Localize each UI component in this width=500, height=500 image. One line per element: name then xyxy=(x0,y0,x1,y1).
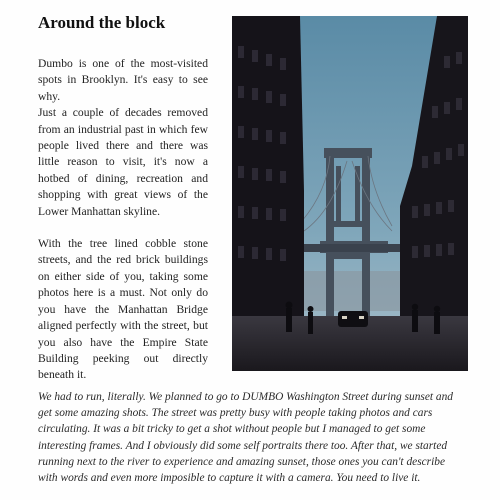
article-body xyxy=(38,56,208,384)
paragraph-history: Just a couple of decades removed from an industrial past in which few people lived there and there was little reason to visit, it's now a hotbed of dining, recreation and shopping with great views of the Lower Manhattan skyline. xyxy=(38,106,208,218)
manhattan-bridge-illustration xyxy=(232,16,468,371)
dumbo-photo xyxy=(232,16,468,371)
photo-caption: We had to run, literally. We planned to go to DUMBO Washington Street during sunset and get some amazing shots. The street was pretty busy with people taking photos and cars circulating. It was a bit tricky to get a shot without people but I managed to get some interesting frames. And I obviously did some self portraits there too. After that, we started running next to the river to experience and amazing sunset, those ones you can't describe with words and even more imposible to capture it with a camera. You need to live it. xyxy=(38,391,454,485)
car xyxy=(338,311,368,327)
article-title: Around the block xyxy=(38,13,166,32)
paragraph-streets: With the tree lined cobble stone streets, and the red brick buildings on either side of you, taking some photos here is a must. Not only do you have the Manhattan Bridge aligned perfectly with the street, but you also have the Empire State Building peeking out directly beneath it. xyxy=(38,237,208,382)
distant-skyline xyxy=(302,271,402,311)
bridge-deck xyxy=(302,244,402,252)
paragraph-intro: Dumbo is one of the most-visited spots in Brooklyn. It's easy to see why. xyxy=(38,57,208,103)
